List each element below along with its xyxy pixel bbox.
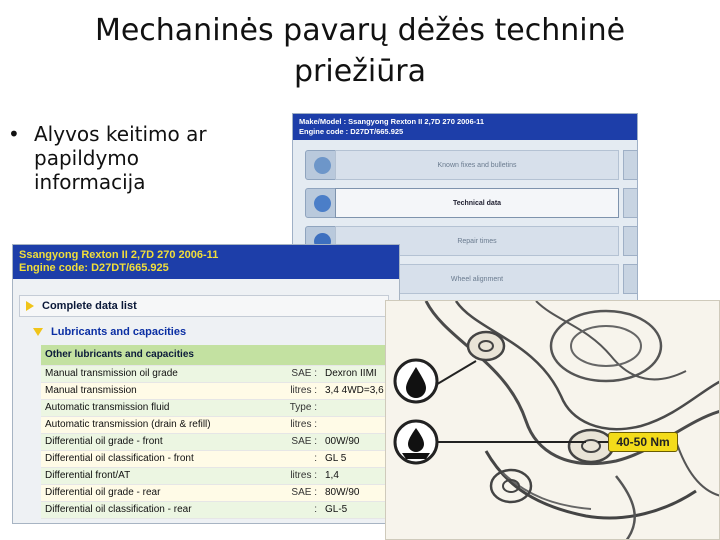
bullet-icon: • [8,122,20,146]
row-value: 80W/90 [321,484,400,501]
data-engine-code: Engine code: D27DT/665.925 [19,262,169,274]
bullet-point [8,122,208,194]
row-unit: SAE : [253,433,321,450]
table-row [41,450,400,467]
row-name: Manual transmission [41,382,253,399]
row-name: Differential oil classification - rear [41,501,253,518]
complete-data-list-label: Complete data list [42,300,137,312]
table-row [41,382,400,399]
expand-arrow-icon [26,301,34,311]
data-vehicle-header [13,245,399,279]
row-unit: Type : [253,399,321,416]
menu-side-tab[interactable] [623,188,638,218]
menu-engine-code: Engine code : D27DT/665.925 [299,127,404,136]
menu-item-icon[interactable] [305,188,339,218]
table-row [41,399,400,416]
gearbox-illustration [386,301,720,540]
table-row [41,501,400,518]
row-unit: : [253,501,321,518]
menu-vehicle-header [293,114,637,140]
row-unit: : [253,450,321,467]
row-name: Differential oil classification - front [41,450,253,467]
row-name: Automatic transmission (drain & refill) [41,416,253,433]
slide-title: Mechaninės pavarų dėžės techninė priežiūra [94,13,626,89]
collapse-arrow-icon [33,328,43,336]
menu-side-tab[interactable] [623,150,638,180]
row-unit: litres : [253,467,321,484]
data-make-model: Ssangyong Rexton II 2,7D 270 2006-11 [19,249,219,261]
menu-make-model: Make/Model : Ssangyong Rexton II 2,7D 270 2006-11 [299,117,485,126]
lubricants-table [41,345,400,519]
complete-data-list-button[interactable] [19,295,389,317]
menu-item-label: Repair times [457,237,497,245]
menu-item-button[interactable] [335,150,619,180]
menu-item-button[interactable] [335,188,619,218]
table-row [41,365,400,382]
row-unit: SAE : [253,484,321,501]
row-name: Differential oil grade - rear [41,484,253,501]
menu-item-label: Wheel alignment [450,275,504,283]
table-row [41,467,400,484]
row-name: Differential oil grade - front [41,433,253,450]
row-value: Dexron IIMI [321,365,400,382]
table-row [41,484,400,501]
row-value: 00W/90 [321,433,400,450]
table-caption-row [41,345,400,365]
menu-row [293,186,638,221]
row-name: Manual transmission oil grade [41,365,253,382]
lubricants-section-label: Lubricants and capacities [51,326,187,338]
menu-item-label: Technical data [452,199,502,207]
row-value: 1,4 [321,467,400,484]
lubricants-screenshot [12,244,400,524]
menu-item-glyph-icon [314,157,331,174]
menu-item-glyph-icon [314,195,331,212]
table-row [41,433,400,450]
menu-row [293,148,638,183]
gearbox-drawing [385,300,720,540]
row-name: Automatic transmission fluid [41,399,253,416]
row-unit: SAE : [253,365,321,382]
row-value: GL-5 [321,501,400,518]
menu-side-tab[interactable] [623,226,638,256]
row-unit: litres : [253,382,321,399]
table-row [41,416,400,433]
torque-spec-label: 40-50 Nm [608,432,678,452]
table-caption: Other lubricants and capacities [41,345,400,365]
row-value: 3,4 4WD=3,6 [321,382,400,399]
menu-item-icon[interactable] [305,150,339,180]
row-value: GL 5 [321,450,400,467]
row-name: Differential front/AT [41,467,253,484]
row-unit: litres : [253,416,321,433]
bullet-text: Alyvos keitimo ar papildymo informacija [34,122,207,194]
menu-item-label: Known fixes and bulletins [437,161,517,169]
menu-side-tab[interactable] [623,264,638,294]
lubricants-section-toggle[interactable] [19,321,219,343]
